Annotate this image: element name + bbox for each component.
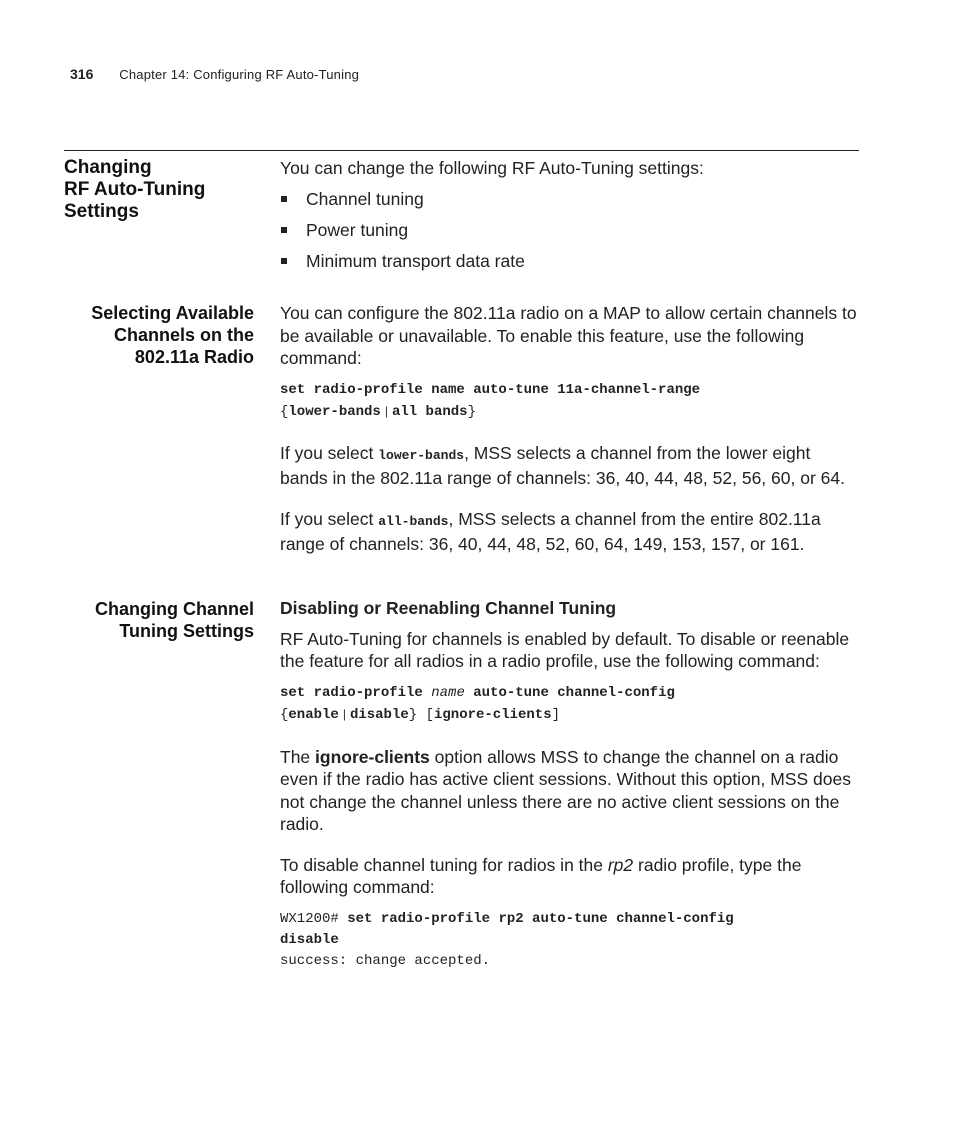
section3-intro: RF Auto-Tuning for channels is enabled by default. To disable or reenable the feature for all radios in a radio profile, use the following command:: [280, 628, 850, 671]
page-number: 316: [70, 66, 94, 82]
lower-bands-paragraph: [280, 442, 860, 490]
section3-body: [280, 597, 860, 972]
settings-list: [280, 188, 860, 281]
italic-term: rp2: [607, 854, 634, 875]
example-command: set radio-profile rp2 auto-tune channel-config: [347, 910, 734, 927]
rp2-paragraph: [280, 854, 860, 899]
example-line: [280, 909, 860, 930]
brace: {: [280, 403, 289, 420]
text: If you select: [280, 442, 379, 463]
running-header: [70, 66, 359, 82]
list-item: Channel tuning: [280, 188, 860, 219]
heading-line: Tuning Settings: [119, 621, 254, 641]
inline-code: all-bands: [378, 513, 449, 529]
command-block: [280, 683, 860, 726]
text: radio profile, type the following command:: [280, 854, 802, 897]
chapter-title: Chapter 14: Configuring RF Auto-Tuning: [119, 67, 360, 82]
section-heading-changing-rf-auto-tuning: [64, 157, 264, 223]
list-item: Minimum transport data rate: [280, 250, 860, 281]
command-block: [280, 380, 860, 423]
section2-intro: You can configure the 802.11a radio on a MAP to allow certain channels to be available or unavailable. To enable this feature, use the following command:: [280, 303, 857, 368]
command-option: lower-bands: [288, 403, 381, 420]
heading-line: Selecting Available: [91, 303, 254, 323]
text: The: [280, 746, 316, 767]
section1-body: [280, 157, 860, 281]
cli-output: success: change accepted.: [280, 952, 491, 969]
text: To disable channel tuning for radios in the: [280, 854, 608, 875]
all-bands-paragraph: [280, 508, 860, 556]
inline-code: lower-bands: [378, 447, 465, 463]
text: option allows MSS to change the channel on a radio even if the radio has active client sessions. Without this option, MSS does not change the channel unless there are no active client sessions on the radio.: [280, 746, 851, 834]
section1-intro: You can change the following RF Auto-Tuning settings:: [280, 158, 704, 178]
cli-prompt: WX1200#: [280, 910, 339, 927]
command-text: set radio-profile: [280, 684, 423, 701]
heading-line: RF Auto-Tuning: [64, 179, 206, 200]
heading-line: Channels on the: [113, 325, 254, 345]
command-option: disable: [349, 706, 409, 723]
command-line: set radio-profile name auto-tune 11a-channel-range: [280, 381, 701, 398]
text: If you select: [280, 508, 379, 529]
heading-line: Changing Channel: [95, 599, 254, 619]
list-item: Power tuning: [280, 219, 860, 250]
heading-line: Changing: [64, 157, 152, 178]
brace: }: [408, 706, 418, 723]
pipe-separator: |: [342, 706, 346, 721]
command-option: enable: [288, 706, 339, 723]
command-line: [280, 704, 860, 726]
section-heading-selecting-channels: [64, 302, 254, 368]
subheading: Disabling or Reenabling Channel Tuning: [280, 598, 617, 618]
bracket: ]: [551, 706, 561, 723]
section2-body: [280, 302, 860, 556]
bold-term: ignore-clients: [315, 746, 430, 767]
command-option: all bands: [391, 403, 468, 420]
command-param: name: [431, 684, 465, 701]
pipe-separator: |: [384, 403, 388, 418]
command-line: [280, 683, 860, 704]
command-line: [280, 401, 860, 423]
command-text: auto-tune channel-config: [473, 684, 675, 701]
example-block: [280, 909, 860, 972]
text: , MSS selects a channel from the entire 802.11a range of channels: 36, 40, 44, 48, 52, 60, 64, 149, 153, 157, or 161.: [280, 508, 821, 554]
example-command: disable: [280, 931, 339, 948]
section-heading-changing-channel-tuning: [64, 598, 254, 642]
ignore-clients-paragraph: [280, 746, 860, 836]
heading-line: Settings: [64, 201, 139, 222]
text: , MSS selects a channel from the lower eight bands in the 802.11a range of channels: 36, 40, 44, 48, 52, 56, 60, or 64.: [280, 442, 845, 488]
command-option: ignore-clients: [433, 706, 552, 723]
bracket: [: [425, 706, 434, 723]
brace: }: [467, 403, 476, 420]
brace: {: [280, 706, 289, 723]
section-divider: [64, 150, 859, 151]
heading-line: 802.11a Radio: [134, 347, 254, 367]
